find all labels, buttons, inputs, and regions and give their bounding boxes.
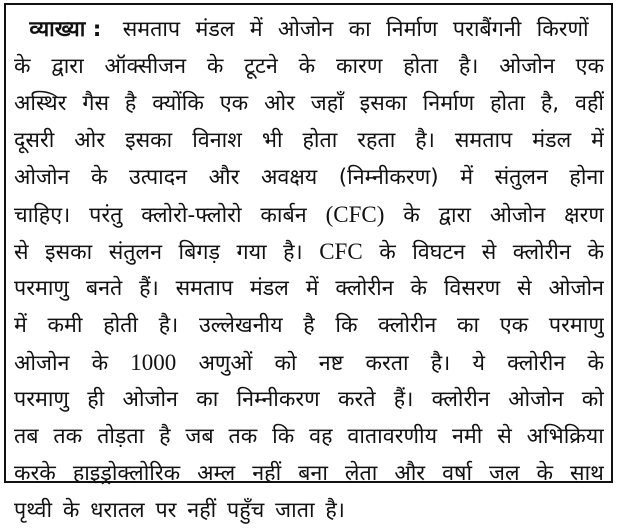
- text-line-5: [14, 159, 604, 196]
- word: कि: [272, 424, 295, 449]
- word: जब: [185, 424, 214, 449]
- word: मंडल: [249, 276, 289, 301]
- word: पराबैंगनी: [452, 17, 522, 42]
- text-line-10: [14, 344, 604, 381]
- text-line-1: [14, 11, 604, 48]
- word: ओर: [74, 128, 106, 153]
- word: क्लोरीन: [507, 351, 566, 376]
- word: उल्लेखनीय: [198, 313, 283, 338]
- word: के: [410, 276, 427, 301]
- word: कारण: [336, 54, 383, 79]
- word: विघटन: [412, 240, 466, 265]
- word: नमी: [451, 424, 483, 449]
- word: (निम्नीकरण): [338, 165, 439, 190]
- word: में: [460, 165, 474, 190]
- word: समताप: [122, 17, 181, 42]
- word: गया: [236, 240, 267, 265]
- word: लेता: [344, 461, 378, 486]
- text-line-13: [14, 455, 604, 492]
- word: करके: [14, 461, 56, 486]
- word: 1000: [130, 350, 177, 375]
- word: तक: [53, 424, 83, 449]
- word: ओजोन: [14, 351, 70, 376]
- word: मंडल: [195, 17, 235, 42]
- word: होना: [569, 165, 604, 190]
- word: है।: [430, 351, 451, 376]
- word: ओजोन: [277, 17, 334, 42]
- word: कि: [335, 313, 358, 338]
- text-line-14: पृथ्वी के धरातल पर नहीं पहुँच जाता है।: [14, 498, 345, 523]
- word: तोड़ता: [97, 424, 145, 449]
- word: में: [14, 313, 27, 338]
- word: है।: [458, 54, 479, 79]
- word: क्लोरीन: [512, 240, 571, 265]
- word: वर्षा: [442, 461, 473, 486]
- text-line-3: [14, 85, 604, 122]
- word: समताप: [175, 276, 234, 301]
- word: परंतु: [89, 203, 123, 228]
- word: अभिक्रिया: [526, 424, 604, 449]
- word: क्लोरीन: [431, 387, 490, 412]
- word: से: [497, 424, 512, 449]
- text-line-6: [14, 196, 604, 233]
- word: गैस: [82, 91, 110, 116]
- explanation-heading: व्याख्या :: [29, 17, 102, 42]
- word: बना: [298, 461, 328, 486]
- word: होती: [103, 313, 138, 338]
- word: है।: [415, 128, 435, 153]
- text-line-8: [14, 270, 604, 307]
- word: हैं।: [139, 276, 159, 301]
- word: तब: [14, 424, 39, 449]
- word: द्वारा: [438, 203, 471, 228]
- word: है,: [540, 91, 560, 116]
- word: इसका: [125, 128, 173, 153]
- word: क्लोरो-फ्लोरो: [141, 203, 242, 228]
- word: कार्बन: [260, 203, 307, 228]
- word: ही: [87, 387, 105, 412]
- word: और: [394, 461, 426, 486]
- word: है: [303, 313, 315, 338]
- word: परमाणु: [14, 276, 69, 301]
- word: नहीं: [252, 461, 282, 486]
- word: क्योंकि: [152, 91, 204, 116]
- word: से: [481, 240, 497, 265]
- word: निम्नीकरण: [236, 387, 320, 412]
- word: ओजोन: [508, 387, 564, 412]
- word: के: [403, 203, 420, 228]
- word: है।: [158, 313, 179, 338]
- word: वह: [309, 424, 333, 449]
- word: होता: [403, 54, 439, 79]
- word: चाहिए।: [14, 203, 71, 228]
- word: एक: [219, 91, 249, 116]
- word: द्वारा: [51, 54, 84, 79]
- word: होता: [490, 91, 525, 116]
- word: है: [159, 424, 171, 449]
- word: दूसरी: [14, 128, 55, 153]
- word: मंडल: [532, 128, 572, 153]
- word: अवक्षय: [260, 165, 318, 190]
- text-line-4: [14, 122, 604, 159]
- word: भी: [261, 128, 283, 153]
- word: के: [91, 351, 109, 376]
- word: ये: [472, 351, 485, 376]
- word: होता: [302, 128, 338, 153]
- word: से: [14, 240, 29, 265]
- word: इसका: [45, 240, 93, 265]
- word: से: [517, 276, 532, 301]
- word: इसका: [359, 91, 407, 116]
- word: रहता: [357, 128, 396, 153]
- word: हैं।: [393, 387, 414, 412]
- word: विसरण: [443, 276, 501, 301]
- word: निर्माण: [422, 91, 475, 116]
- word: परमाणु: [548, 313, 604, 338]
- word: ओर: [264, 91, 295, 116]
- word: है।: [283, 240, 303, 265]
- word: बनते: [85, 276, 123, 301]
- word: वहीं: [575, 91, 604, 116]
- word: के: [298, 54, 316, 79]
- text-line-9: [14, 307, 604, 344]
- explanation-text: [14, 11, 604, 529]
- word: परमाणु: [14, 387, 69, 412]
- word: में: [249, 17, 263, 42]
- word: ओजोन: [489, 203, 546, 228]
- word: जल: [489, 461, 520, 486]
- word: टूटने: [244, 54, 278, 79]
- word: के: [536, 461, 554, 486]
- word: का: [196, 387, 219, 412]
- word: के: [206, 54, 224, 79]
- word: में: [591, 128, 604, 153]
- word: क्लोरीन: [378, 313, 437, 338]
- word: हाइड्रोक्लोरिक: [72, 461, 181, 486]
- word: के: [90, 165, 108, 190]
- word: के: [587, 351, 604, 376]
- word: ओजोन: [499, 54, 555, 79]
- word: ऑक्सीजन: [104, 54, 187, 79]
- word: ओजोन: [548, 276, 604, 301]
- word: का: [348, 17, 371, 42]
- word: अस्थिर: [14, 91, 67, 116]
- word: और: [208, 165, 240, 190]
- word: में: [305, 276, 319, 301]
- word: के: [587, 240, 604, 265]
- word: ओजोन: [122, 387, 178, 412]
- word: क्लोरीन: [335, 276, 394, 301]
- word: तक: [228, 424, 258, 449]
- word: निर्माण: [386, 17, 438, 42]
- word: के: [379, 240, 396, 265]
- word: संतुलन: [108, 240, 163, 265]
- word: जहाँ: [310, 91, 344, 116]
- word: किरणों: [536, 17, 589, 42]
- word: CFC: [319, 239, 363, 264]
- word: (CFC): [325, 202, 385, 227]
- word: वातावरणीय: [347, 424, 438, 449]
- explanation-box: [4, 3, 613, 523]
- word: समताप: [454, 128, 513, 153]
- word: साथ: [570, 461, 604, 486]
- word: करता: [365, 351, 409, 376]
- word: नष्ट: [318, 351, 344, 376]
- word: करते: [337, 387, 376, 412]
- word: कमी: [47, 313, 83, 338]
- word: का: [457, 313, 480, 338]
- word: एक: [575, 54, 604, 79]
- word: उत्पादन: [129, 165, 188, 190]
- word: अम्ल: [197, 461, 236, 486]
- text-line-2: [14, 48, 604, 85]
- text-line-7: [14, 233, 604, 270]
- text-line-11: [14, 381, 604, 418]
- word: के: [14, 54, 31, 79]
- word: को: [274, 351, 297, 376]
- word: ओजोन: [14, 165, 70, 190]
- word: को: [581, 387, 604, 412]
- word: संतुलन: [494, 165, 548, 190]
- word: क्षरण: [564, 203, 604, 228]
- word: एक: [499, 313, 529, 338]
- word: बिगड़: [178, 240, 220, 265]
- word: है: [124, 91, 137, 116]
- text-line-12: [14, 418, 604, 455]
- word: विनाश: [192, 128, 242, 153]
- word: अणुओं: [198, 351, 253, 376]
